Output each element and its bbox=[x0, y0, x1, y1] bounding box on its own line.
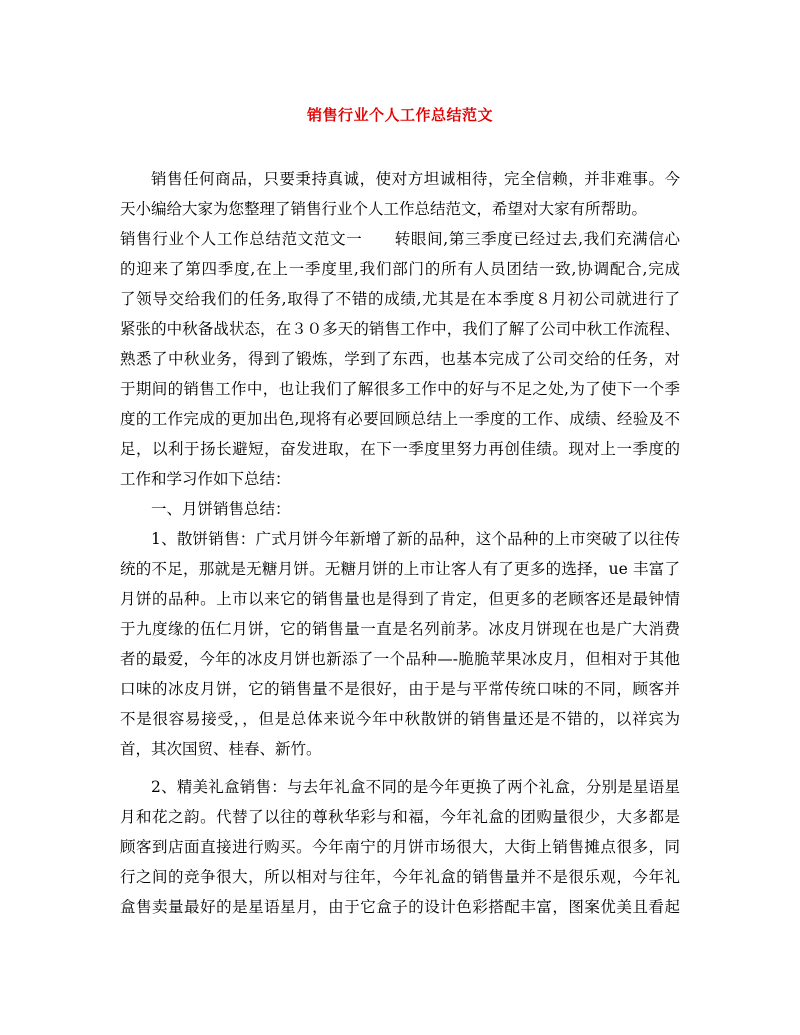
document-title: 销售行业个人工作总结范文 bbox=[306, 106, 493, 124]
paragraph-line: 顾客到店面直接进行购买。今年南宁的月饼市场很大，大街上销售摊点很多，同 bbox=[120, 838, 680, 856]
paragraph-line: 熟悉了中秋业务，得到了锻炼，学到了东西，也基本完成了公司交给的任务，对 bbox=[120, 350, 680, 368]
paragraph-line: 了领导交给我们的任务,取得了不错的成绩,尤其是在本季度８月初公司就进行了 bbox=[120, 290, 680, 308]
paragraph-line: 盒售卖量最好的是星语星月，由于它盒子的设计色彩搭配丰富，图案优美且看起 bbox=[120, 898, 680, 916]
paragraph-line: 紧张的中秋备战状态，在３０多天的销售工作中，我们了解了公司中秋工作流程、 bbox=[120, 320, 680, 338]
paragraph-line: 于期间的销售工作中，也让我们了解很多工作中的好与不足之处,为了使下一个季 bbox=[120, 380, 680, 398]
paragraph-line: 度的工作完成的更加出色,现将有必要回顾总结上一季度的工作、成绩、经验及不 bbox=[120, 410, 680, 428]
paragraph-line: 的迎来了第四季度,在上一季度里,我们部门的所有人员团结一致,协调配合,完成 bbox=[120, 260, 680, 278]
paragraph-line: 销售任何商品，只要秉持真诚，使对方坦诚相待，完全信赖，并非难事。今 bbox=[151, 170, 680, 188]
paragraph-line: 于九度缘的伍仁月饼，它的销售量一直是名列前茅。冰皮月饼现在也是广大消费 bbox=[120, 620, 680, 638]
paragraph-line: 不是很容易接受，，但是总体来说今年中秋散饼的销售量还是不错的，以祥宾为 bbox=[120, 710, 680, 728]
paragraph-line: 1、散饼销售：广式月饼今年新增了新的品种，这个品种的上市突破了以往传 bbox=[151, 530, 680, 548]
paragraph-line: 行之间的竞争很大，所以相对与往年，今年礼盒的销售量并不是很乐观，今年礼 bbox=[120, 868, 680, 886]
paragraph-line: 口味的冰皮月饼，它的销售量不是很好，由于是与平常传统口味的不同，顾客并 bbox=[120, 680, 680, 698]
paragraph-line: 者的最爱，今年的冰皮月饼也新添了一个品种—-脆脆苹果冰皮月，但相对于其他 bbox=[120, 650, 680, 668]
paragraph-line: 首，其次国贸、桂春、新竹。 bbox=[120, 740, 322, 758]
paragraph-line: 月和花之韵。代替了以往的尊秋华彩与和福，今年礼盒的团购量很少，大多都是 bbox=[120, 808, 680, 826]
paragraph-line: 统的不足，那就是无糖月饼。无糖月饼的上市让客人有了更多的选择，ue 丰富了 bbox=[120, 560, 680, 578]
paragraph-line: 销售行业个人工作总结范文范文一 转眼间,第三季度已经过去,我们充满信心 bbox=[120, 230, 680, 248]
paragraph-spacer bbox=[120, 764, 680, 772]
section-heading: 一、月饼销售总结： bbox=[151, 500, 291, 518]
document-body bbox=[120, 164, 680, 922]
paragraph-line: 2、精美礼盒销售：与去年礼盒不同的是今年更换了两个礼盒，分别是星语星 bbox=[151, 778, 680, 796]
paragraph-line: 月饼的品种。上市以来它的销售量也是得到了肯定，但更多的老顾客还是最钟情 bbox=[120, 590, 680, 608]
paragraph-line: 工作和学习作如下总结： bbox=[120, 470, 291, 488]
paragraph-line: 足，以利于扬长避短，奋发进取，在下一季度里努力再创佳绩。现对上一季度的 bbox=[120, 440, 680, 458]
paragraph-line: 天小编给大家为您整理了销售行业个人工作总结范文，希望对大家有所帮助。 bbox=[120, 200, 648, 218]
